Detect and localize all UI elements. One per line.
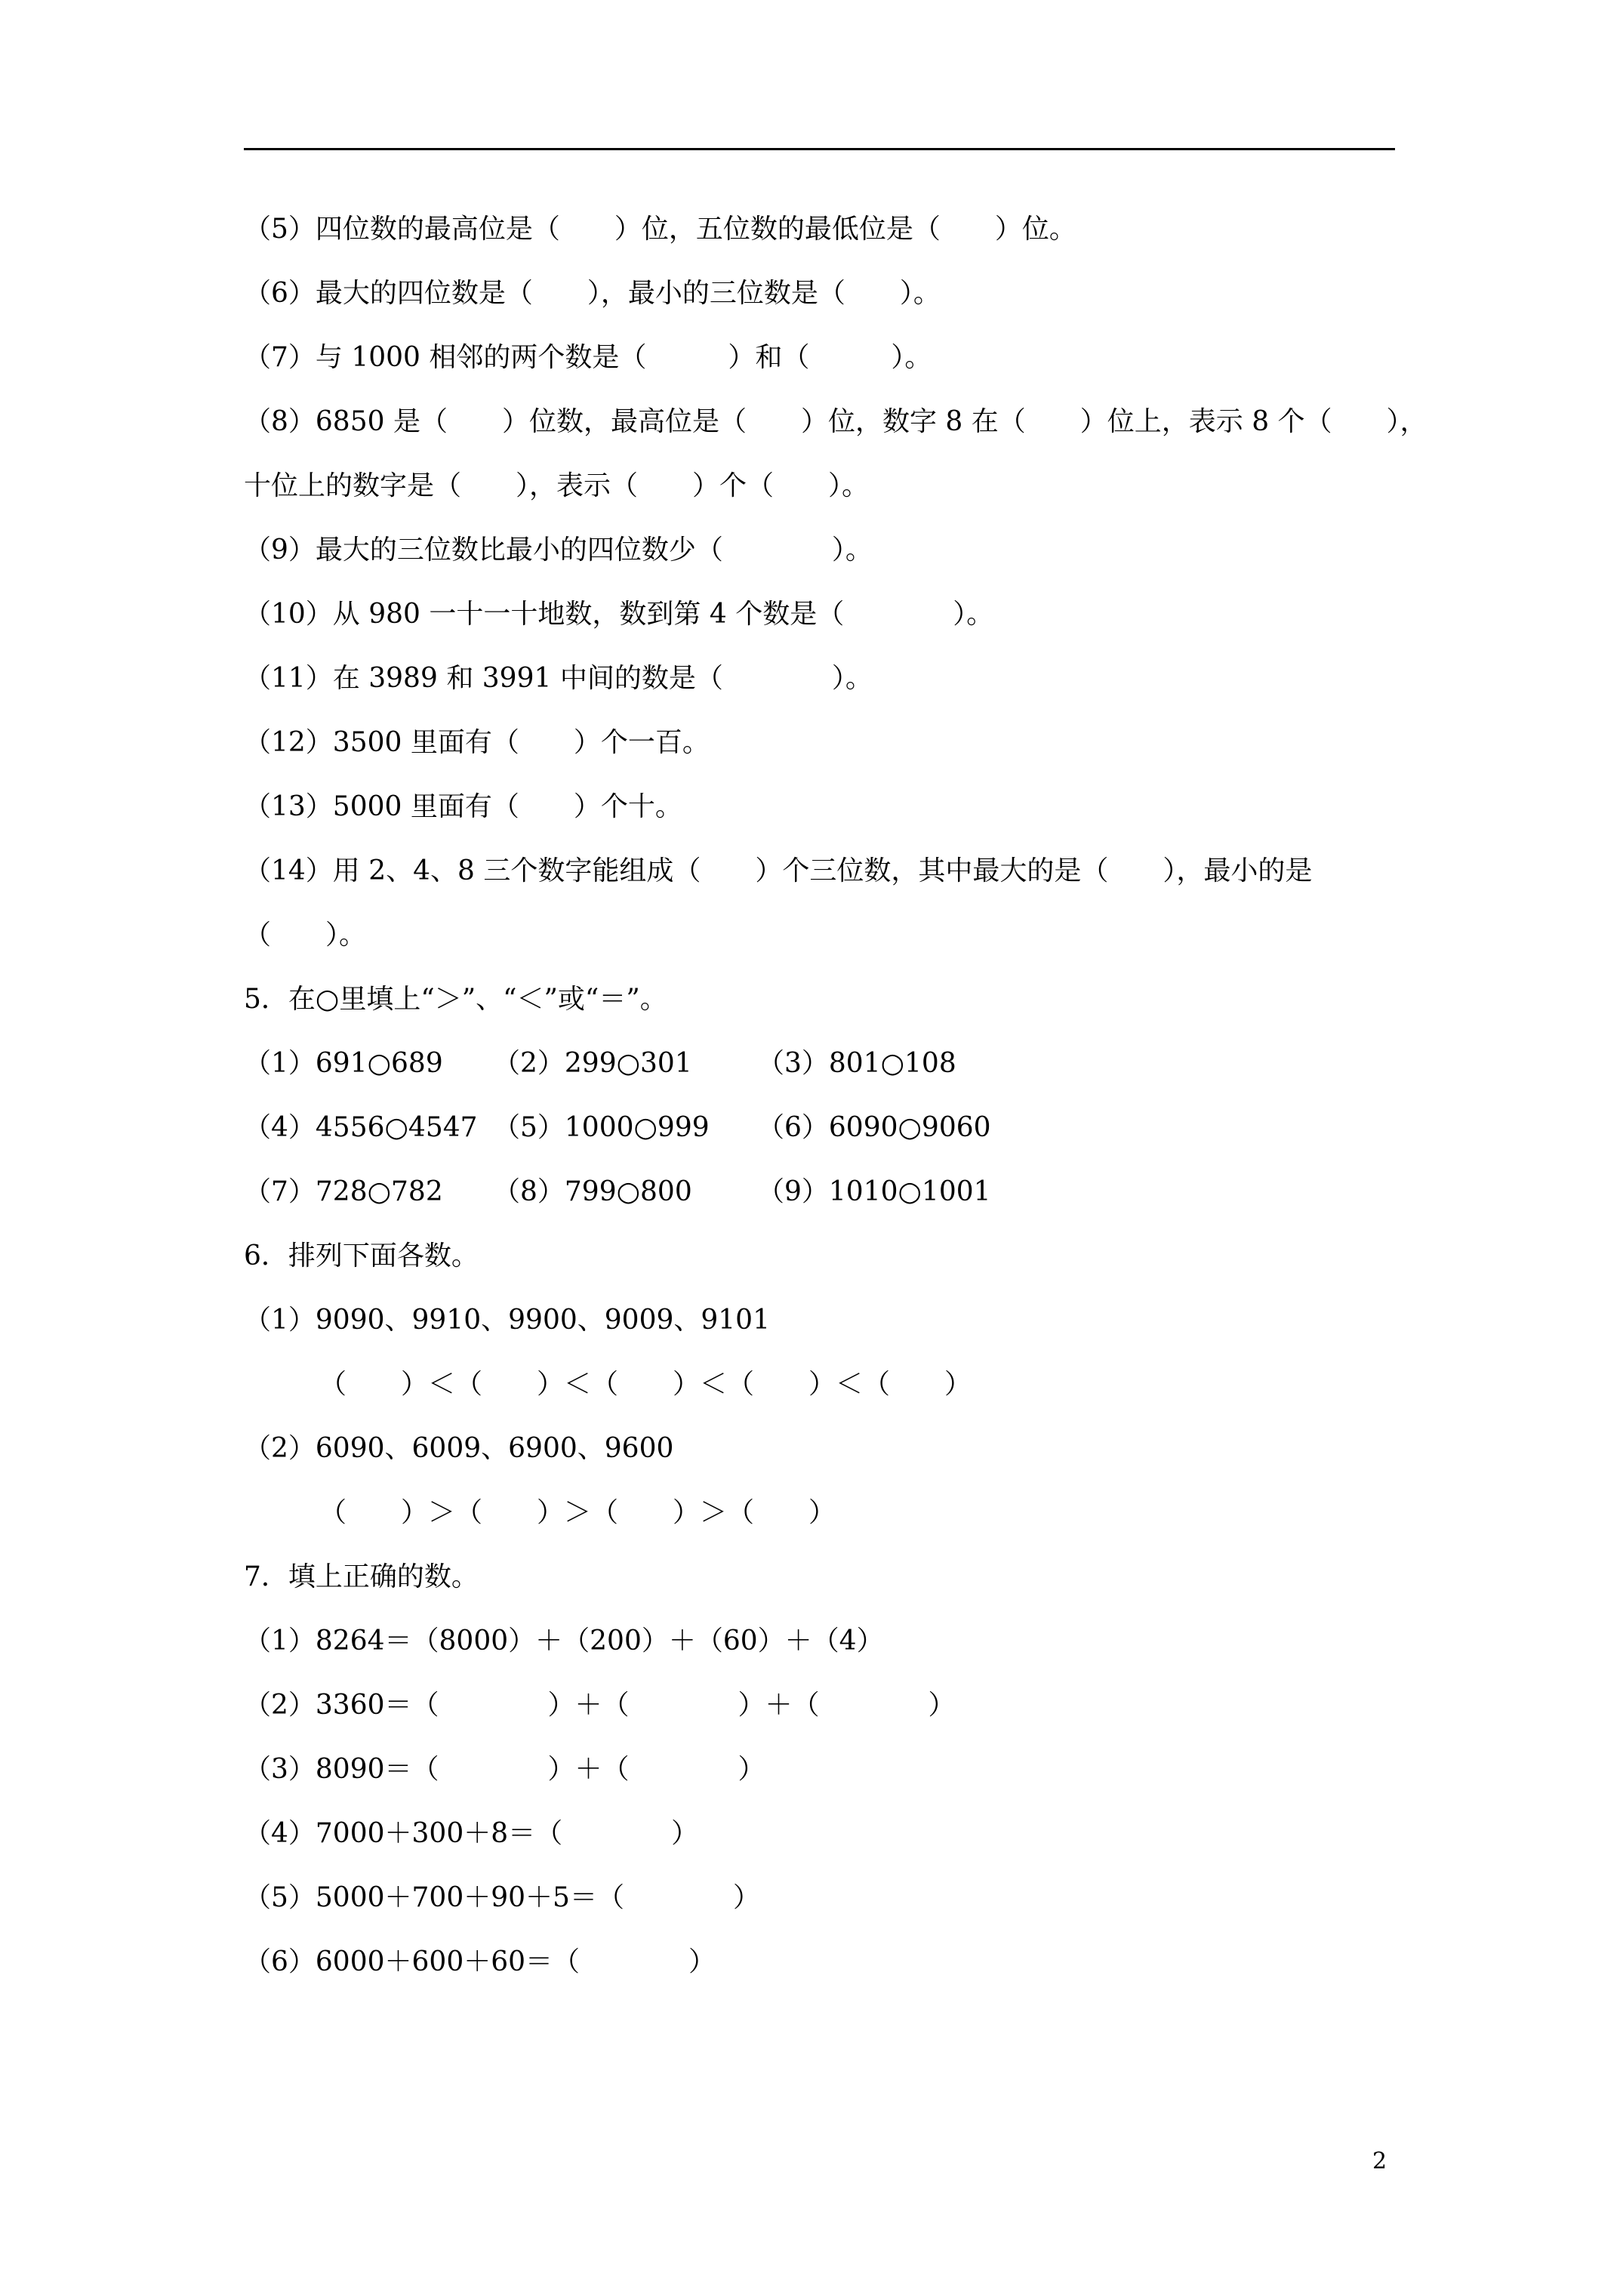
q5-cell: （3）801○108 [757,1048,956,1079]
q6-part1-blanks: （ ）＜（ ）＜（ ）＜（ ）＜（ ） [319,1369,972,1400]
q7-item: （2）3360＝（ ）＋（ ）＋（ ） [244,1690,956,1721]
q7-item: （3）8090＝（ ）＋（ ） [244,1754,765,1785]
q4-item-9: （9）最大的三位数比最小的四位数少（ ）。 [244,535,873,566]
q5-cell: （2）299○301 [493,1048,692,1079]
q4-item-5: （5）四位数的最高位是（ ）位，五位数的最低位是（ ）位。 [244,214,1076,245]
q7-item: （6）6000＋600＋60＝（ ） [244,1946,716,1977]
page-number: 2 [1372,2148,1387,2174]
q6-part2-blanks: （ ）＞（ ）＞（ ）＞（ ） [319,1497,836,1528]
q5-cell: （9）1010○1001 [757,1176,991,1207]
q4-item-12: （12）3500 里面有（ ）个一百。 [244,727,710,758]
q7-heading: 7．填上正确的数。 [244,1561,479,1592]
q4-item-14-line1: （14）用 2、4、8 三个数字能组成（ ）个三位数，其中最大的是（ ），最小的是 [244,855,1313,886]
q4-item-7: （7）与 1000 相邻的两个数是（ ）和（ ）。 [244,342,932,373]
q5-cell: （5）1000○999 [493,1112,710,1143]
q6-heading: 6．排列下面各数。 [244,1240,479,1271]
q5-cell: （4）4556○4547 [244,1112,478,1143]
q4-item-8-line1: （8）6850 是（ ）位数，最高位是（ ）位，数字 8 在（ ）位上，表示 8 个（ ）， [244,406,1427,437]
header-rule [244,148,1395,150]
q7-item: （1）8264＝（8000）＋（200）＋（60）＋（4） [244,1626,884,1657]
q4-item-8-line2: 十位上的数字是（ ），表示（ ）个（ ）。 [244,470,870,501]
q6-part1-numbers: （1）9090、9910、9900、9009、9101 [244,1305,770,1336]
q5-cell: （6）6090○9060 [757,1112,991,1143]
q5-cell: （7）728○782 [244,1176,443,1207]
q5-cell: （8）799○800 [493,1176,692,1207]
q7-item: （5）5000＋700＋90＋5＝（ ） [244,1882,760,1913]
q4-item-6: （6）最大的四位数是（ ），最小的三位数是（ ）。 [244,278,941,309]
q6-part2-numbers: （2）6090、6009、6900、9600 [244,1433,674,1464]
q5-heading: 5．在○里填上“＞”、“＜”或“＝”。 [244,984,667,1015]
q4-item-10: （10）从 980 一十一十地数，数到第 4 个数是（ ）。 [244,599,994,630]
q4-item-14-line2: （ ）。 [244,920,367,951]
q5-cell: （1）691○689 [244,1048,443,1079]
q7-item: （4）7000＋300＋8＝（ ） [244,1818,699,1849]
q4-item-11: （11）在 3989 和 3991 中间的数是（ ）。 [244,663,873,694]
q4-item-13: （13）5000 里面有（ ）个十。 [244,791,682,822]
